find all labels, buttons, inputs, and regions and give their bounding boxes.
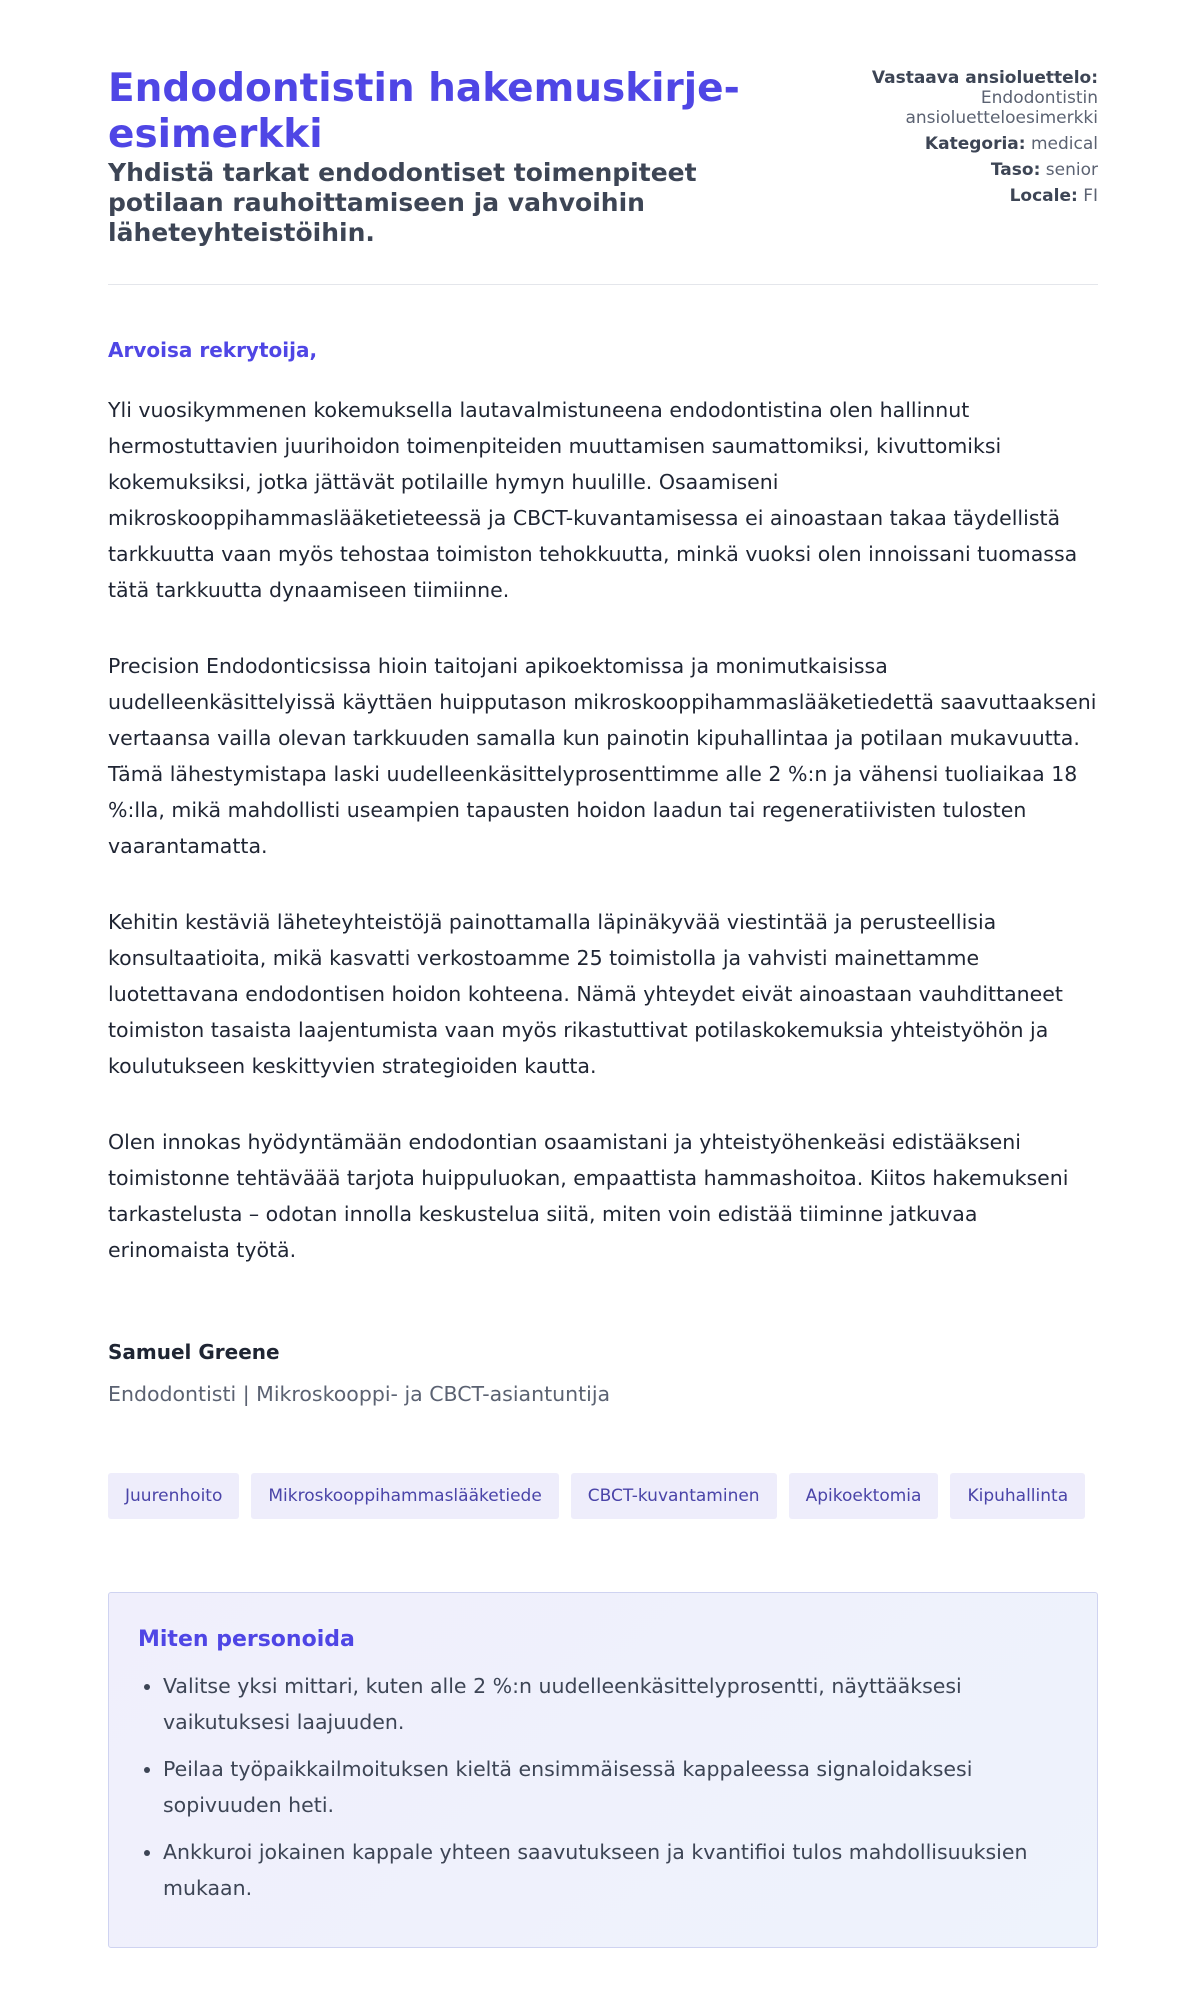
- meta-level: [808, 160, 1098, 180]
- personalization-tips: [108, 1592, 1098, 1948]
- cover-letter-page: [108, 0, 1098, 1900]
- skill-tags: [108, 1473, 1085, 1519]
- skill-tag[interactable]: Kipuhallinta: [950, 1473, 1085, 1519]
- header-divider: [108, 284, 1098, 285]
- meta-resume: [808, 68, 1098, 128]
- tip-item: • Ankkuroi jokainen kappale yhteen saavutukseen ja kvantifioi tulos mahdollisuuksien mukaan.: [163, 1834, 1069, 1906]
- letter-paragraph: Yli vuosikymmenen kokemuksella lautavalmistuneena endodontistina olen hallinnut hermostuttavien juurihoidon toimenpiteiden muuttamisen saumattomiksi, kivuttomiksi kokemuksiksi, jotka jättävät potilaille hymyn huulille. Osaamiseni mikroskooppihammaslääketieteessä ja CBCT-kuvantamisessa ei ainoastaan takaa täydellistä tarkkuutta vaan myös tehostaa toimiston tehokkuutta, minkä vuoksi olen innoissani tuomassa tätä tarkkuutta dynaamiseen tiimiinne.: [108, 398, 1078, 602]
- signature-role: Endodontisti | Mikroskooppi- ja CBCT-asiantuntija: [108, 1382, 611, 1406]
- meta-resume-link[interactable]: Endodontistin ansioluetteloesimerkki: [905, 88, 1098, 128]
- meta-resume-label: Vastaava ansioluettelo:: [871, 68, 1098, 88]
- letter-body: [108, 392, 1098, 1308]
- meta-category-value: medical: [1030, 134, 1098, 154]
- meta-category-label: Kategoria:: [924, 134, 1026, 154]
- skill-tag[interactable]: Apikoektomia: [789, 1473, 939, 1519]
- letter-signature: [108, 1340, 610, 1406]
- meta-level-value: senior: [1045, 160, 1098, 180]
- meta-panel: [808, 66, 1098, 212]
- meta-locale-value: FI: [1083, 186, 1098, 206]
- letter-paragraph: Precision Endodonticsissa hioin taitojani apikoektomissa ja monimutkaisissa uudelleenkäsittelyissä käyttäen huipputason mikroskooppihammaslääketiedettä saavuttaakseni vertaansa vailla olevan tarkkuuden samalla kun painotin kipuhallintaa ja potilaan mukavuutta. Tämä lähestymistapa laski uudelleenkäsittelyprosenttimme alle 2 %:n ja vähensi tuoliaikaa 18 %:lla, mikä mahdollisti useampien tapausten hoidon laadun tai regeneratiivisten tulosten vaarantamatta.: [108, 654, 1097, 858]
- skill-tag[interactable]: CBCT-kuvantaminen: [571, 1473, 777, 1519]
- meta-locale: [808, 186, 1098, 206]
- letter-salutation: Arvoisa rekrytoija,: [108, 338, 318, 362]
- skill-tag[interactable]: Mikroskooppihammaslääketiede: [251, 1473, 558, 1519]
- page-subtitle: Yhdistä tarkat endodontiset toimenpiteet potilaan rauhoittamiseen ja vahvoihin läheteyhteistöihin.: [108, 158, 697, 247]
- skill-tag[interactable]: Juurenhoito: [108, 1473, 239, 1519]
- page-header: [108, 0, 1098, 247]
- meta-level-label: Taso:: [990, 160, 1041, 180]
- signature-name: Samuel Greene: [108, 1340, 280, 1364]
- tips-title: Miten personoida: [138, 1627, 355, 1652]
- tip-item: • Valitse yksi mittari, kuten alle 2 %:n uudelleenkäsittelyprosentti, näyttääksesi vaikutuksesi laajuuden.: [163, 1668, 1069, 1740]
- page-title: Endodontistin hakemuskirje-esimerkki: [108, 66, 740, 157]
- letter-paragraph: Kehitin kestäviä läheteyhteistöjä painottamalla läpinäkyvää viestintää ja perusteellisia konsultaatioita, mikä kasvatti verkostoamme 25 toimistolla ja vahvisti mainettamme luotettavana endodontisen hoidon kohteena. Nämä yhteydet eivät ainoastaan vauhdittaneet toimiston tasaista laajentumista vaan myös rikastuttivat potilaskokemuksia yhteistyöhön ja koulutukseen keskittyvien strategioiden kautta.: [108, 910, 1063, 1078]
- letter-paragraph: Olen innokas hyödyntämään endodontian osaamistani ja yhteistyöhenkeäsi edistääkseni toimistonne tehtäväää tarjota huippuluokan, empaattista hammashoitoa. Kiitos hakemukseni tarkastelusta – odotan innolla keskustelua siitä, miten voin edistää tiiminne jatkuvaa erinomaista työtä.: [108, 1130, 1069, 1262]
- tips-list: [138, 1668, 1069, 1906]
- title-block: [108, 66, 788, 248]
- tip-item: • Peilaa työpaikkailmoituksen kieltä ensimmäisessä kappaleessa signaloidaksesi sopivuuden heti.: [163, 1751, 1069, 1823]
- meta-locale-label: Locale:: [1009, 186, 1078, 206]
- meta-category: [808, 134, 1098, 154]
